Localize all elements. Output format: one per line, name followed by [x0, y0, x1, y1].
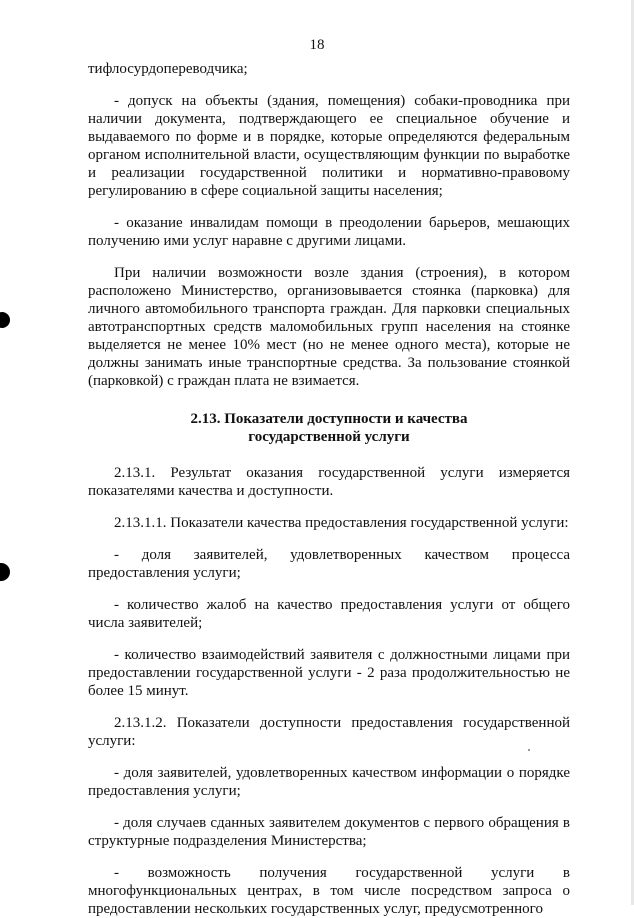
list-item: - доля заявителей, удовлетворенных качеством информации о порядке предоставления услуги;: [88, 765, 570, 799]
list-item: - доля заявителей, удовлетворенных качеством процесса предоставления услуги;: [88, 547, 570, 581]
document-body: [88, 60, 570, 918]
hole-punch-mark: [0, 563, 10, 581]
section-heading-line1: 2.13. Показатели доступности и качества: [190, 411, 468, 427]
section-heading-line2: государственной услуги: [248, 429, 410, 445]
scan-speck: [528, 749, 530, 751]
paragraph: 2.13.1. Результат оказания государственной услуги измеряется показателями качества и доступности.: [88, 465, 570, 499]
page-number: 18: [309, 37, 325, 53]
list-item: - доля случаев сданных заявителем документов с первого обращения в структурные подразделения Министерства;: [88, 815, 570, 849]
paragraph: тифлосурдопереводчика;: [88, 61, 248, 77]
paragraph: При наличии возможности возле здания (строения), в котором расположено Министерство, организовывается стоянка (парковка) для личного автомобильного транспорта граждан. Для парковки специальных автотранспортных средств маломобильных групп населения на стоянке выделяется не менее 10% мест (но не менее одного места), которые не должны занимать иные транспортные средства. За пользование стоянкой (парковкой) с граждан плата не взимается.: [88, 265, 570, 389]
hole-punch-mark: [0, 312, 10, 328]
list-item: - возможность получения государственной услуги в многофункциональных центрах, в том числе посредством запроса о предоставлении нескольких государственных услуг, предусмотренного: [88, 865, 570, 917]
paragraph: - оказание инвалидам помощи в преодолении барьеров, мешающих получению ими услуг наравне с другими лицами.: [88, 215, 570, 249]
paragraph: 2.13.1.1. Показатели качества предоставления государственной услуги:: [114, 515, 569, 531]
list-item: - количество взаимодействий заявителя с должностными лицами при предоставлении государственной услуги - 2 раза продолжительностью не более 15 минут.: [88, 647, 570, 699]
paragraph: - допуск на объекты (здания, помещения) собаки-проводника при наличии документа, подтверждающего ее специальное обучение и выдаваемого по форме и в порядке, которые определяются федеральным органом исполнительной власти, осуществляющим функции по выработке и реализации государственной политики и нормативно-правовому регулированию в сфере социальной защиты населения;: [88, 93, 570, 199]
paragraph: 2.13.1.2. Показатели доступности предоставления государственной услуги:: [88, 715, 570, 749]
list-item: - количество жалоб на качество предоставления услуги от общего числа заявителей;: [88, 597, 570, 631]
